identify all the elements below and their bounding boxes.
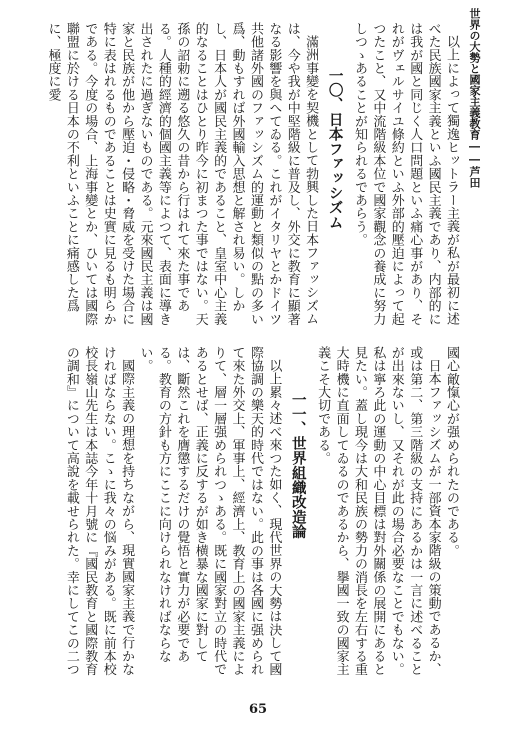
lower-text-block: [12, 346, 460, 686]
paragraph: 國心敵愾心が强められたのである。: [444, 346, 459, 558]
paragraph: 以上によって獨逸ヒットラー主義が私が最初に述べた民族國家主義といふ國民主義であり、内部的には我が國と同じく人口問題といふ痛心事があり、それがヴェルサイユ條約といふ外部的壓迫によって起つたこと、又中流階級本位で國家觀念の養成に努力しつゝあることが知られるであらう。: [351, 22, 459, 326]
paragraph: 日本ファッシズムが一部資本家階級の策動であるか、或は第二、第三階級の支持にあるかは一言に述べることが出來ないし、又それが此の場合必要なことでもない。私は寧ろ此の運動の中心目標は對外關係の展開にあると見たい。蓋し現今は大和民族の勢力の消長を左右する重大時機に直面してゐるのであるから、擧國一致の國家主義こそ大切である。: [315, 346, 441, 676]
section-heading: 一一、世界組織改造論: [289, 392, 306, 540]
paragraph: 國際主義の理想を持ちながら、現實國家主義で行かなければならない。こゝに我々の悩みがある。既に前本校校長嶺山先生は本誌今年十月號に『國民教育と國際教育の調和』について高說を載せられた。幸にしてこの二つ: [63, 346, 135, 676]
running-header: 世界の大勢と國家主義教育――芦田: [468, 8, 481, 188]
paragraph: 滿洲事變を契機として勃興した日本ファッシズムは、今や我が中堅階級に普及し、外交に教育に顯著なる影響を與へてゐる。これがイタリヤとかドイツ共他諸外國のファッシズム的運動と類似の點の多い爲、動もすれば外國輸入思想と解され易い。しかし、日本人が國民主義的であること、皇室中心主義的なることはひとり昨今に初まつた事ではない。天孫の詔勅に遡る悠久の昔から行はれて來た事である。人種的經濟的個國主義等によつて、表面に導き出されたに過ぎないものである。元來國民主義は國家と民族が他から壓迫・侵略・脅威を受けた場合に特に表はれるものであることは史實に見るも明らかである。今度の場合、上海事變とか、ひいては國際聯盟に於ける日本の不利といふことに痛感した爲に、極度に愛: [45, 22, 319, 326]
upper-text-block: [12, 22, 460, 332]
section-heading: 一〇、日本ファッシズム: [326, 68, 343, 231]
paragraph: 以上累々述べ來つた如く、現代世界の大勢は決して國際協調の樂天的時代ではない。此の事は各國に强められて來た外交上、軍事上、經濟上、教育上の國家主義によりて、層一層强められつゝある。既に國家對立の時代であるとせば、正義に反するが如き横暴な國家に對しては、斷然これを膺懲するだけの覺悟と實力が必要である。教育の方針も方にここに向けられなければならない。: [137, 346, 282, 676]
page-number: 65: [248, 702, 268, 717]
